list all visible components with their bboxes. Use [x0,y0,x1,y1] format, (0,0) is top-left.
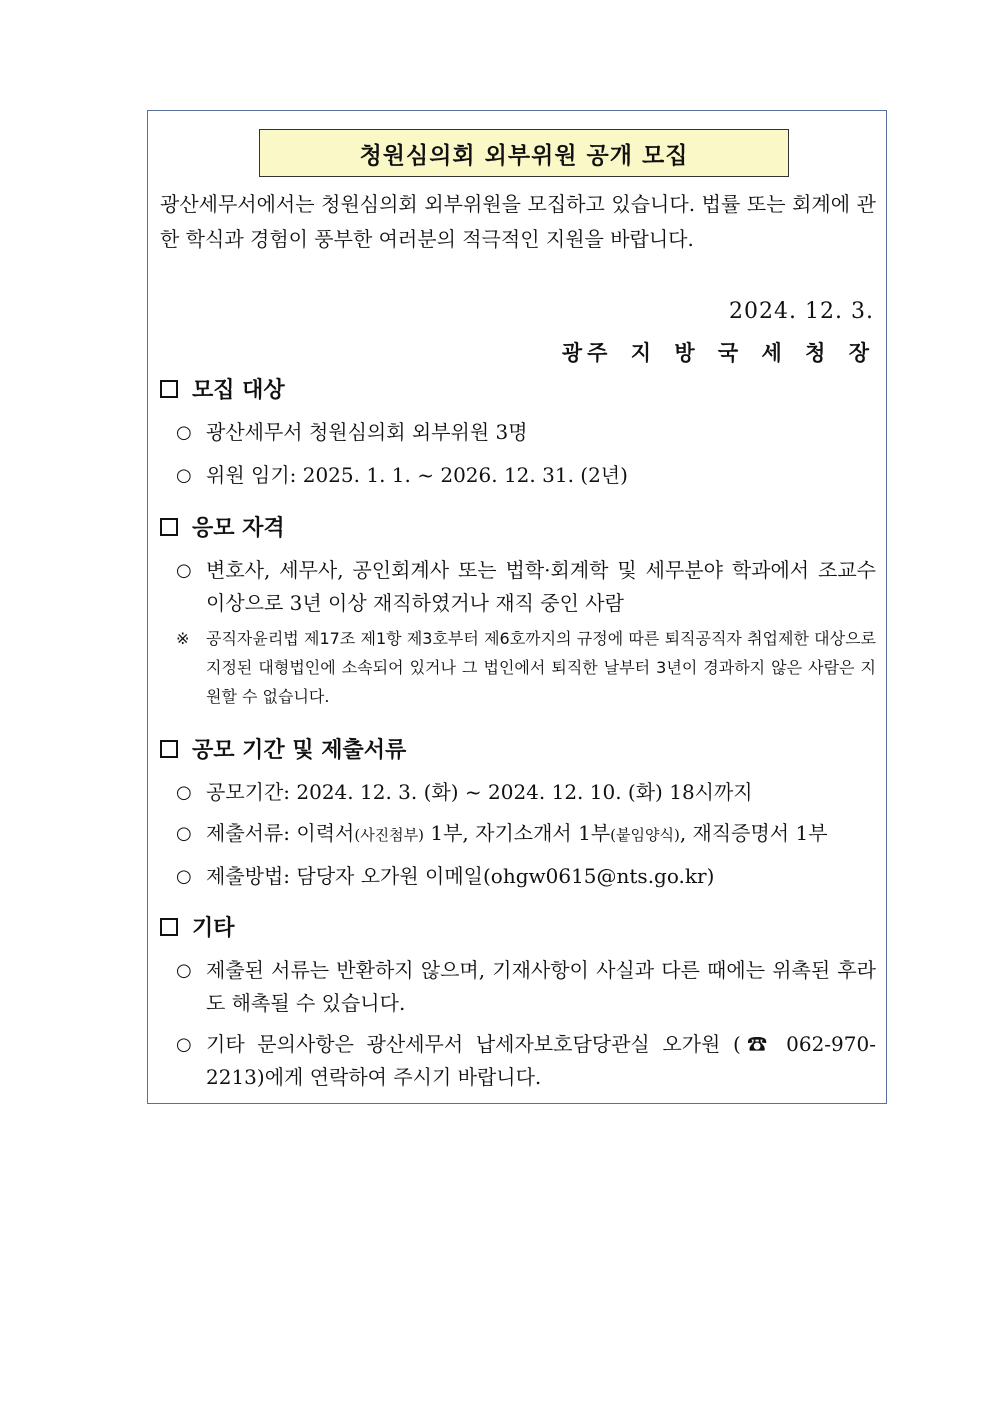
notice-sender: 광주 지 방 국 세 청 장 [561,340,874,365]
item-text: 위원 임기: 2025. 1. 1. ~ 2026. 12. 31. (2년) [206,463,628,487]
list-item [160,776,876,809]
section-etc [160,911,876,1094]
square-outline-icon [160,380,178,398]
circle-bullet-icon: ○ [176,560,192,581]
list-item [160,860,876,893]
circle-bullet-icon: ○ [176,866,192,887]
section-heading [160,733,876,764]
section-etc-title: 기타 [192,916,235,941]
list-item [160,1028,876,1094]
circle-bullet-icon: ○ [176,422,192,443]
section-period-title: 공모 기간 및 제출서류 [192,738,407,763]
section-qualification [160,511,876,711]
reference-mark-icon: ※ [176,629,190,648]
section-heading [160,373,876,404]
section-period [160,733,876,893]
section-target-title: 모집 대상 [192,378,285,403]
notice-date: 2024. 12. 3. [729,299,874,324]
section-target [160,373,876,492]
note-text: 공직자윤리법 제17조 제1항 제3호부터 제6호까지의 규정에 따른 퇴직공직자 취업제한 대상으로 지정된 대형법인에 소속되어 있거나 그 법인에서 퇴직한 날부터 3년이 경과하지 않은 사람은 지원할 수 없습니다. [206,629,876,706]
item-text: 공모기간: 2024. 12. 3. (화) ~ 2024. 12. 10. (화) 18시까지 [206,780,753,804]
docs-suffix: , 재직증명서 1부 [679,821,828,845]
section-heading [160,511,876,542]
docs-mid: 1부, 자기소개서 1부 [424,821,611,845]
list-item [160,416,876,449]
circle-bullet-icon: ○ [176,465,192,486]
docs-prefix: 제출서류: 이력서 [206,821,355,845]
circle-bullet-icon: ○ [176,960,192,981]
intro-paragraph: 광산세무서에서는 청원심의회 외부위원을 모집하고 있습니다. 법률 또는 회계에 관한 학식과 경험이 풍부한 여러분의 적극적인 지원을 바랍니다. [160,192,876,251]
list-item [160,817,876,852]
circle-bullet-icon: ○ [176,823,192,844]
item-text: 광산세무서 청원심의회 외부위원 3명 [206,420,528,444]
square-outline-icon [160,518,178,536]
section-heading [160,911,876,942]
docs-paren-1: (사진첨부) [354,826,425,844]
list-item [160,459,876,492]
notice-title: 청원심의회 외부위원 공개 모집 [259,129,789,177]
note [160,624,876,711]
item-text: 062-970-2213)에게 연락하여 주시기 바랍니다. [206,1032,876,1089]
square-outline-icon [160,918,178,936]
item-text: 변호사, 세무사, 공인회계사 또는 법학·회계학 및 세무분야 학과에서 조교수 이상으로 3년 이상 재직하였거나 재직 중인 사람 [206,558,876,615]
circle-bullet-icon: ○ [176,1034,192,1055]
list-item [160,554,876,620]
item-text: 제출된 서류는 반환하지 않으며, 기재사항이 사실과 다른 때에는 위촉된 후라도 해촉될 수 있습니다. [206,958,876,1015]
list-item [160,954,876,1020]
item-text: 기타 문의사항은 광산세무서 납세자보호담당관실 오가원 ( [206,1032,741,1056]
section-qualification-title: 응모 자격 [192,516,285,541]
notice-frame [147,110,887,1104]
docs-paren-2: (붙임양식) [610,826,680,844]
phone-icon: ☎ [740,1032,774,1056]
circle-bullet-icon: ○ [176,782,192,803]
square-outline-icon [160,740,178,758]
item-text: 제출방법: 담당자 오가원 이메일(ohgw0615@nts.go.kr) [206,864,715,888]
